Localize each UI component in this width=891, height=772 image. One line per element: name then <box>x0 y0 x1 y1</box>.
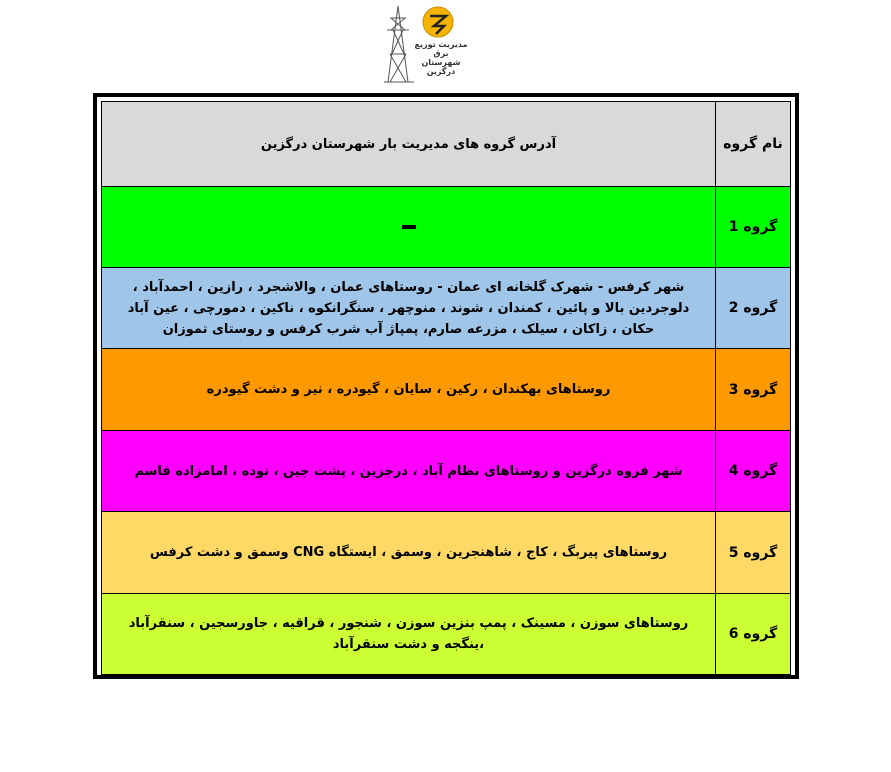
load-management-table <box>93 93 799 679</box>
table-row-group-6 <box>101 593 791 675</box>
group-5-address: روستاهای پیربگ ، کاج ، شاهنجرین ، وسمق ، ایستگاه CNG وسمق و دشت کرفس <box>102 512 716 593</box>
group-5-name: گروه 5 <box>728 544 778 561</box>
table-row-group-3 <box>101 348 791 431</box>
header-name-cell: نام گروه <box>723 136 783 152</box>
group-4-name: گروه 4 <box>728 463 778 479</box>
group-2-name: گروه 2 <box>728 300 778 316</box>
header-address-cell: آدرس گروه های مدیریت بار شهرستان درگزین <box>102 102 716 186</box>
logo-line-2: شهرستان درگزین <box>421 58 461 76</box>
group-4-address: شهر قروه درگزین و روستاهای نظام آباد ، درجزین ، پشت جین ، نوده ، امامزاده قاسم <box>102 431 716 511</box>
group-3-name: گروه 3 <box>728 381 778 398</box>
table-row-group-5 <box>101 511 791 594</box>
logo-line-1: مدیریت توزیع برق <box>414 40 468 58</box>
group-6-name: گروه 6 <box>728 626 778 642</box>
group-2-address: شهر کرفس - شهرک گلخانه ای عمان - روستاهای عمان ، والاشجرد ، رازین ، احمدآباد ، دلوجردین بالا و پائین ، کمندان ، شوند ، منوچهر ، سنگرانکوه ، ناکین ، دمورچی ، عین آباد حکان ، زاکان ، سیلک ، مزرعه صارم، پمپاژ آب شرب کرفس و روستای تموزان <box>102 268 716 348</box>
table-header-row <box>101 101 791 187</box>
empty-dash <box>402 225 416 229</box>
group-6-address: روستاهای سوزن ، مسینک ، پمپ بنزین سوزن ، شنجور ، قراقیه ، جاورسجین ، سنقرآباد ،ینگجه و دشت سنقرآباد <box>102 594 716 674</box>
group-1-address <box>102 187 716 267</box>
table-row-group-4 <box>101 430 791 512</box>
logo-text <box>410 40 472 76</box>
table-row-group-1 <box>101 186 791 268</box>
group-1-name: گروه 1 <box>728 219 778 235</box>
table-row-group-2 <box>101 267 791 349</box>
group-3-address: روستاهای بهکندان ، رکین ، سایان ، گیودره ، نیر و دشت گیودره <box>102 349 716 430</box>
